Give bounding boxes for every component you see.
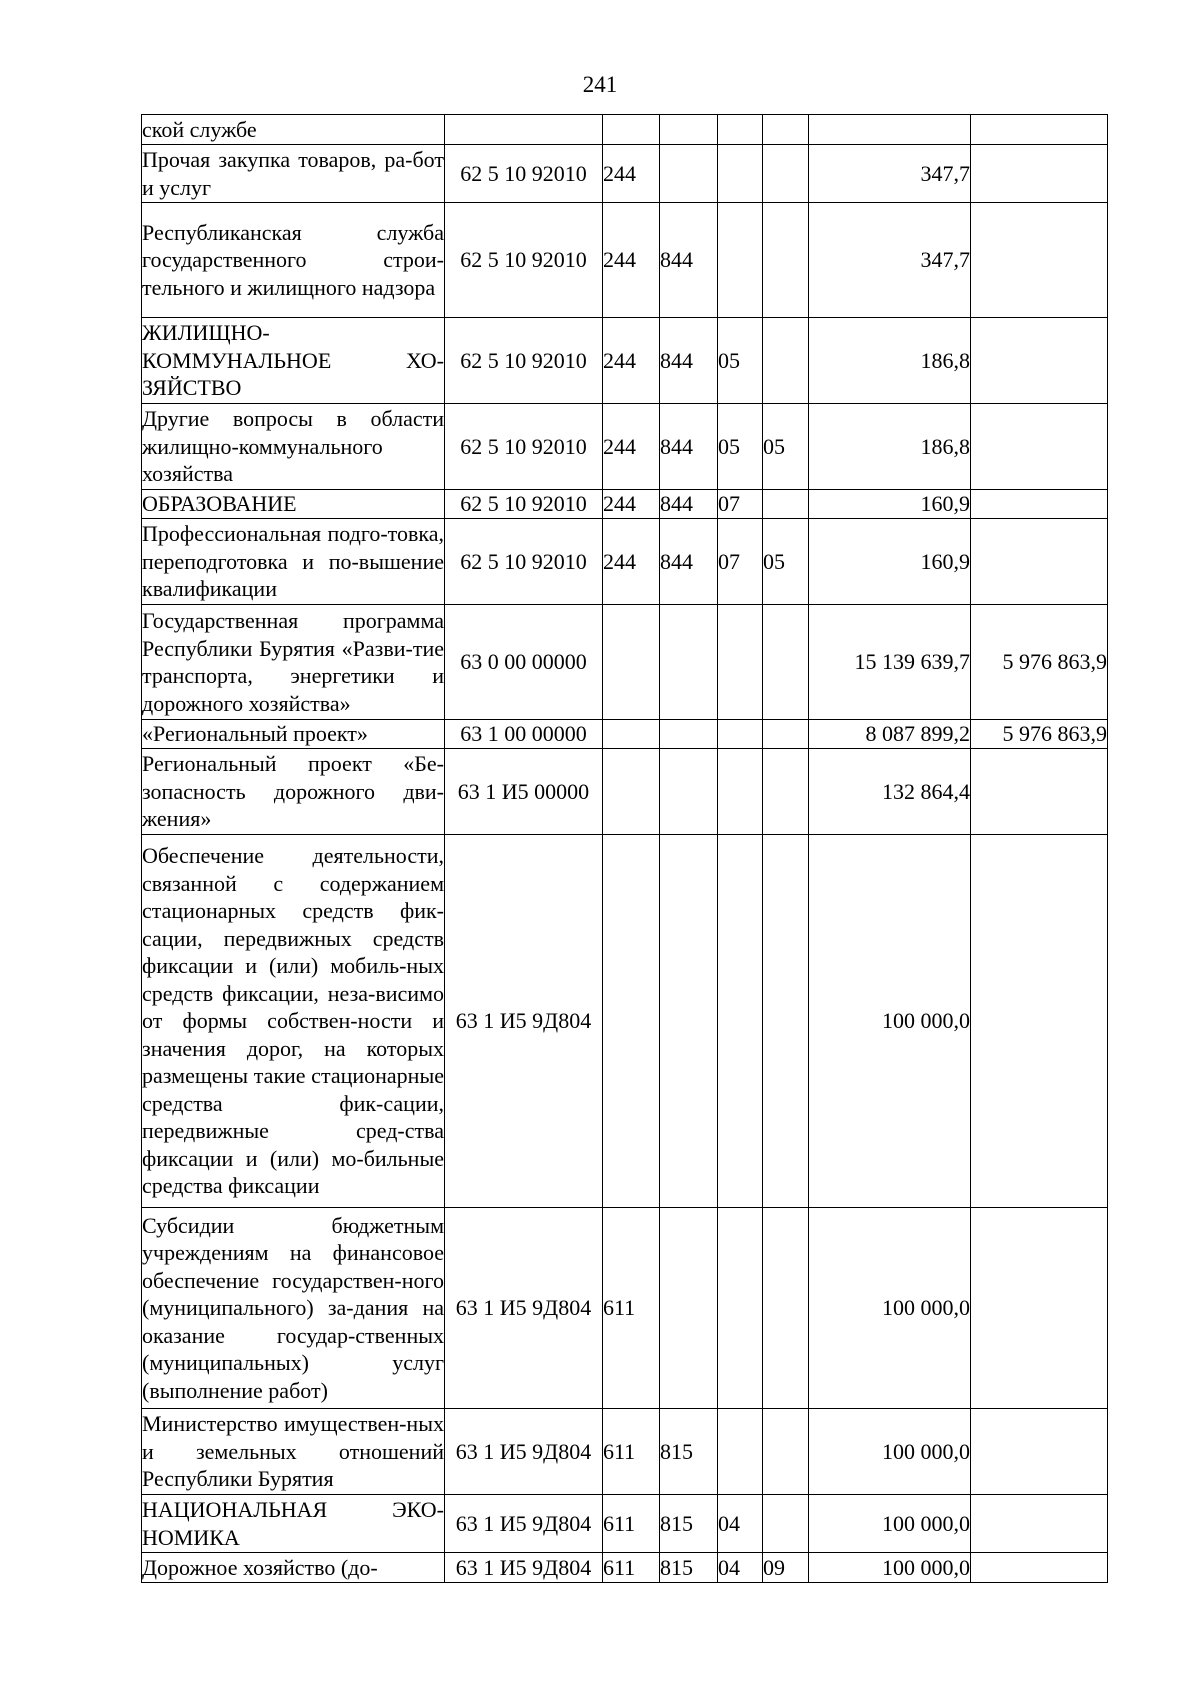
department-code-cell: [660, 145, 718, 203]
subsection-code-cell: [763, 203, 809, 318]
row-name-cell: Региональный проект «Бе-зопасность дорожного дви-жения»: [142, 749, 445, 835]
expense-type-code-cell: 611: [603, 1409, 660, 1495]
table-row: [142, 1409, 1108, 1495]
expense-type-code-cell: [603, 835, 660, 1208]
table-row: [142, 404, 1108, 490]
amount-federal-cell: [971, 318, 1108, 404]
table-row: [142, 318, 1108, 404]
amount-federal-cell: [971, 490, 1108, 519]
amount-federal-cell: [971, 1409, 1108, 1495]
row-name-cell: Прочая закупка товаров, ра-бот и услуг: [142, 145, 445, 203]
amount-total-cell: 100 000,0: [809, 1409, 971, 1495]
row-name-cell: Дорожное хозяйство (до-: [142, 1553, 445, 1583]
amount-total-cell: 100 000,0: [809, 1208, 971, 1409]
subsection-code-cell: [763, 605, 809, 720]
amount-federal-cell: 5 976 863,9: [971, 605, 1108, 720]
row-name-cell: «Региональный проект»: [142, 720, 445, 749]
section-code-cell: 05: [718, 404, 763, 490]
row-name-cell: Другие вопросы в области жилищно-коммунального хозяйства: [142, 404, 445, 490]
subsection-code-cell: [763, 749, 809, 835]
page-number: 241: [582, 72, 618, 97]
subsection-code-cell: [763, 1495, 809, 1553]
amount-federal-cell: [971, 145, 1108, 203]
amount-total-cell: 100 000,0: [809, 1495, 971, 1553]
expense-type-code-cell: 244: [603, 490, 660, 519]
target-article-code-cell: 63 1 00 00000: [445, 720, 603, 749]
table-row: [142, 203, 1108, 318]
amount-federal-cell: [971, 203, 1108, 318]
table-row: [142, 145, 1108, 203]
department-code-cell: 844: [660, 490, 718, 519]
expense-type-code-cell: 244: [603, 145, 660, 203]
section-code-cell: [718, 203, 763, 318]
expense-type-code-cell: 611: [603, 1553, 660, 1583]
table-row: [142, 605, 1108, 720]
row-name-cell: Республиканская служба государственного строи-тельного и жилищного надзора: [142, 203, 445, 318]
row-name-cell: Государственная программа Республики Бурятия «Разви-тие транспорта, энергетики и дорожного хозяйства»: [142, 605, 445, 720]
target-article-code-cell: 63 1 И5 9Д804: [445, 1208, 603, 1409]
amount-total-cell: 160,9: [809, 490, 971, 519]
section-code-cell: [718, 835, 763, 1208]
amount-total-cell: 160,9: [809, 519, 971, 605]
subsection-code-cell: [763, 145, 809, 203]
section-code-cell: [718, 1409, 763, 1495]
subsection-code-cell: [763, 115, 809, 145]
subsection-code-cell: 05: [763, 519, 809, 605]
expense-type-code-cell: [603, 749, 660, 835]
table-row: [142, 1495, 1108, 1553]
department-code-cell: 844: [660, 519, 718, 605]
subsection-code-cell: [763, 1208, 809, 1409]
target-article-code-cell: [445, 115, 603, 145]
table-row: [142, 1208, 1108, 1409]
table-row: [142, 115, 1108, 145]
amount-total-cell: 132 864,4: [809, 749, 971, 835]
amount-federal-cell: [971, 1553, 1108, 1583]
target-article-code-cell: 62 5 10 92010: [445, 145, 603, 203]
section-code-cell: 07: [718, 519, 763, 605]
department-code-cell: 815: [660, 1553, 718, 1583]
expense-type-code-cell: 611: [603, 1495, 660, 1553]
department-code-cell: [660, 835, 718, 1208]
amount-federal-cell: [971, 835, 1108, 1208]
target-article-code-cell: 63 0 00 00000: [445, 605, 603, 720]
amount-total-cell: [809, 115, 971, 145]
row-name-cell: Профессиональная подго-товка, переподготовка и по-вышение квалификации: [142, 519, 445, 605]
amount-federal-cell: [971, 404, 1108, 490]
table-row: [142, 490, 1108, 519]
section-code-cell: [718, 720, 763, 749]
section-code-cell: 07: [718, 490, 763, 519]
department-code-cell: 815: [660, 1495, 718, 1553]
target-article-code-cell: 63 1 И5 9Д804: [445, 1495, 603, 1553]
subsection-code-cell: [763, 720, 809, 749]
row-name-cell: ЖИЛИЩНО-КОММУНАЛЬНОЕ ХО-ЗЯЙСТВО: [142, 318, 445, 404]
row-name-cell: НАЦИОНАЛЬНАЯ ЭКО-НОМИКА: [142, 1495, 445, 1553]
amount-total-cell: 347,7: [809, 203, 971, 318]
table-row: [142, 519, 1108, 605]
expense-type-code-cell: 244: [603, 318, 660, 404]
subsection-code-cell: [763, 835, 809, 1208]
expense-type-code-cell: [603, 720, 660, 749]
target-article-code-cell: 62 5 10 92010: [445, 318, 603, 404]
target-article-code-cell: 63 1 И5 9Д804: [445, 1553, 603, 1583]
expense-type-code-cell: 611: [603, 1208, 660, 1409]
amount-federal-cell: 5 976 863,9: [971, 720, 1108, 749]
target-article-code-cell: 62 5 10 92010: [445, 203, 603, 318]
row-name-cell: ОБРАЗОВАНИЕ: [142, 490, 445, 519]
amount-total-cell: 15 139 639,7: [809, 605, 971, 720]
subsection-code-cell: 05: [763, 404, 809, 490]
table-row: [142, 835, 1108, 1208]
target-article-code-cell: 63 1 И5 9Д804: [445, 1409, 603, 1495]
section-code-cell: 04: [718, 1553, 763, 1583]
row-name-cell: Субсидии бюджетным учреждениям на финансовое обеспечение государствен-ного (муниципального) за-дания на оказание государ-ственных (муниципальных) услуг (выполнение работ): [142, 1208, 445, 1409]
department-code-cell: 844: [660, 203, 718, 318]
department-code-cell: [660, 605, 718, 720]
section-code-cell: 04: [718, 1495, 763, 1553]
subsection-code-cell: 09: [763, 1553, 809, 1583]
section-code-cell: [718, 1208, 763, 1409]
amount-federal-cell: [971, 519, 1108, 605]
expense-type-code-cell: 244: [603, 203, 660, 318]
budget-table: [141, 114, 1108, 1583]
department-code-cell: [660, 749, 718, 835]
expense-type-code-cell: [603, 605, 660, 720]
amount-total-cell: 100 000,0: [809, 1553, 971, 1583]
department-code-cell: [660, 115, 718, 145]
expense-type-code-cell: 244: [603, 519, 660, 605]
expense-type-code-cell: [603, 115, 660, 145]
target-article-code-cell: 62 5 10 92010: [445, 519, 603, 605]
target-article-code-cell: 63 1 И5 9Д804: [445, 835, 603, 1208]
table-row: [142, 749, 1108, 835]
department-code-cell: 815: [660, 1409, 718, 1495]
amount-total-cell: 8 087 899,2: [809, 720, 971, 749]
amount-total-cell: 100 000,0: [809, 835, 971, 1208]
table-row: [142, 720, 1108, 749]
section-code-cell: [718, 115, 763, 145]
department-code-cell: [660, 720, 718, 749]
section-code-cell: [718, 605, 763, 720]
department-code-cell: 844: [660, 318, 718, 404]
department-code-cell: 844: [660, 404, 718, 490]
amount-federal-cell: [971, 115, 1108, 145]
section-code-cell: [718, 145, 763, 203]
amount-federal-cell: [971, 1208, 1108, 1409]
amount-federal-cell: [971, 749, 1108, 835]
amount-total-cell: 186,8: [809, 404, 971, 490]
table-row: [142, 1553, 1108, 1583]
section-code-cell: 05: [718, 318, 763, 404]
amount-total-cell: 347,7: [809, 145, 971, 203]
target-article-code-cell: 62 5 10 92010: [445, 404, 603, 490]
amount-federal-cell: [971, 1495, 1108, 1553]
target-article-code-cell: 62 5 10 92010: [445, 490, 603, 519]
target-article-code-cell: 63 1 И5 00000: [445, 749, 603, 835]
department-code-cell: [660, 1208, 718, 1409]
amount-total-cell: 186,8: [809, 318, 971, 404]
row-name-cell: ской службе: [142, 115, 445, 145]
row-name-cell: Министерство имуществен-ных и земельных отношений Республики Бурятия: [142, 1409, 445, 1495]
subsection-code-cell: [763, 1409, 809, 1495]
section-code-cell: [718, 749, 763, 835]
subsection-code-cell: [763, 490, 809, 519]
subsection-code-cell: [763, 318, 809, 404]
expense-type-code-cell: 244: [603, 404, 660, 490]
row-name-cell: Обеспечение деятельности, связанной с содержанием стационарных средств фик-сации, передвижных средств фиксации и (или) мобиль-ных средств фиксации, неза-висимо от формы собствен-ности и значения дорог, на которых размещены такие стационарные средства фик-сации, передвижные сред-ства фиксации и (или) мо-бильные средства фиксации: [142, 835, 445, 1208]
